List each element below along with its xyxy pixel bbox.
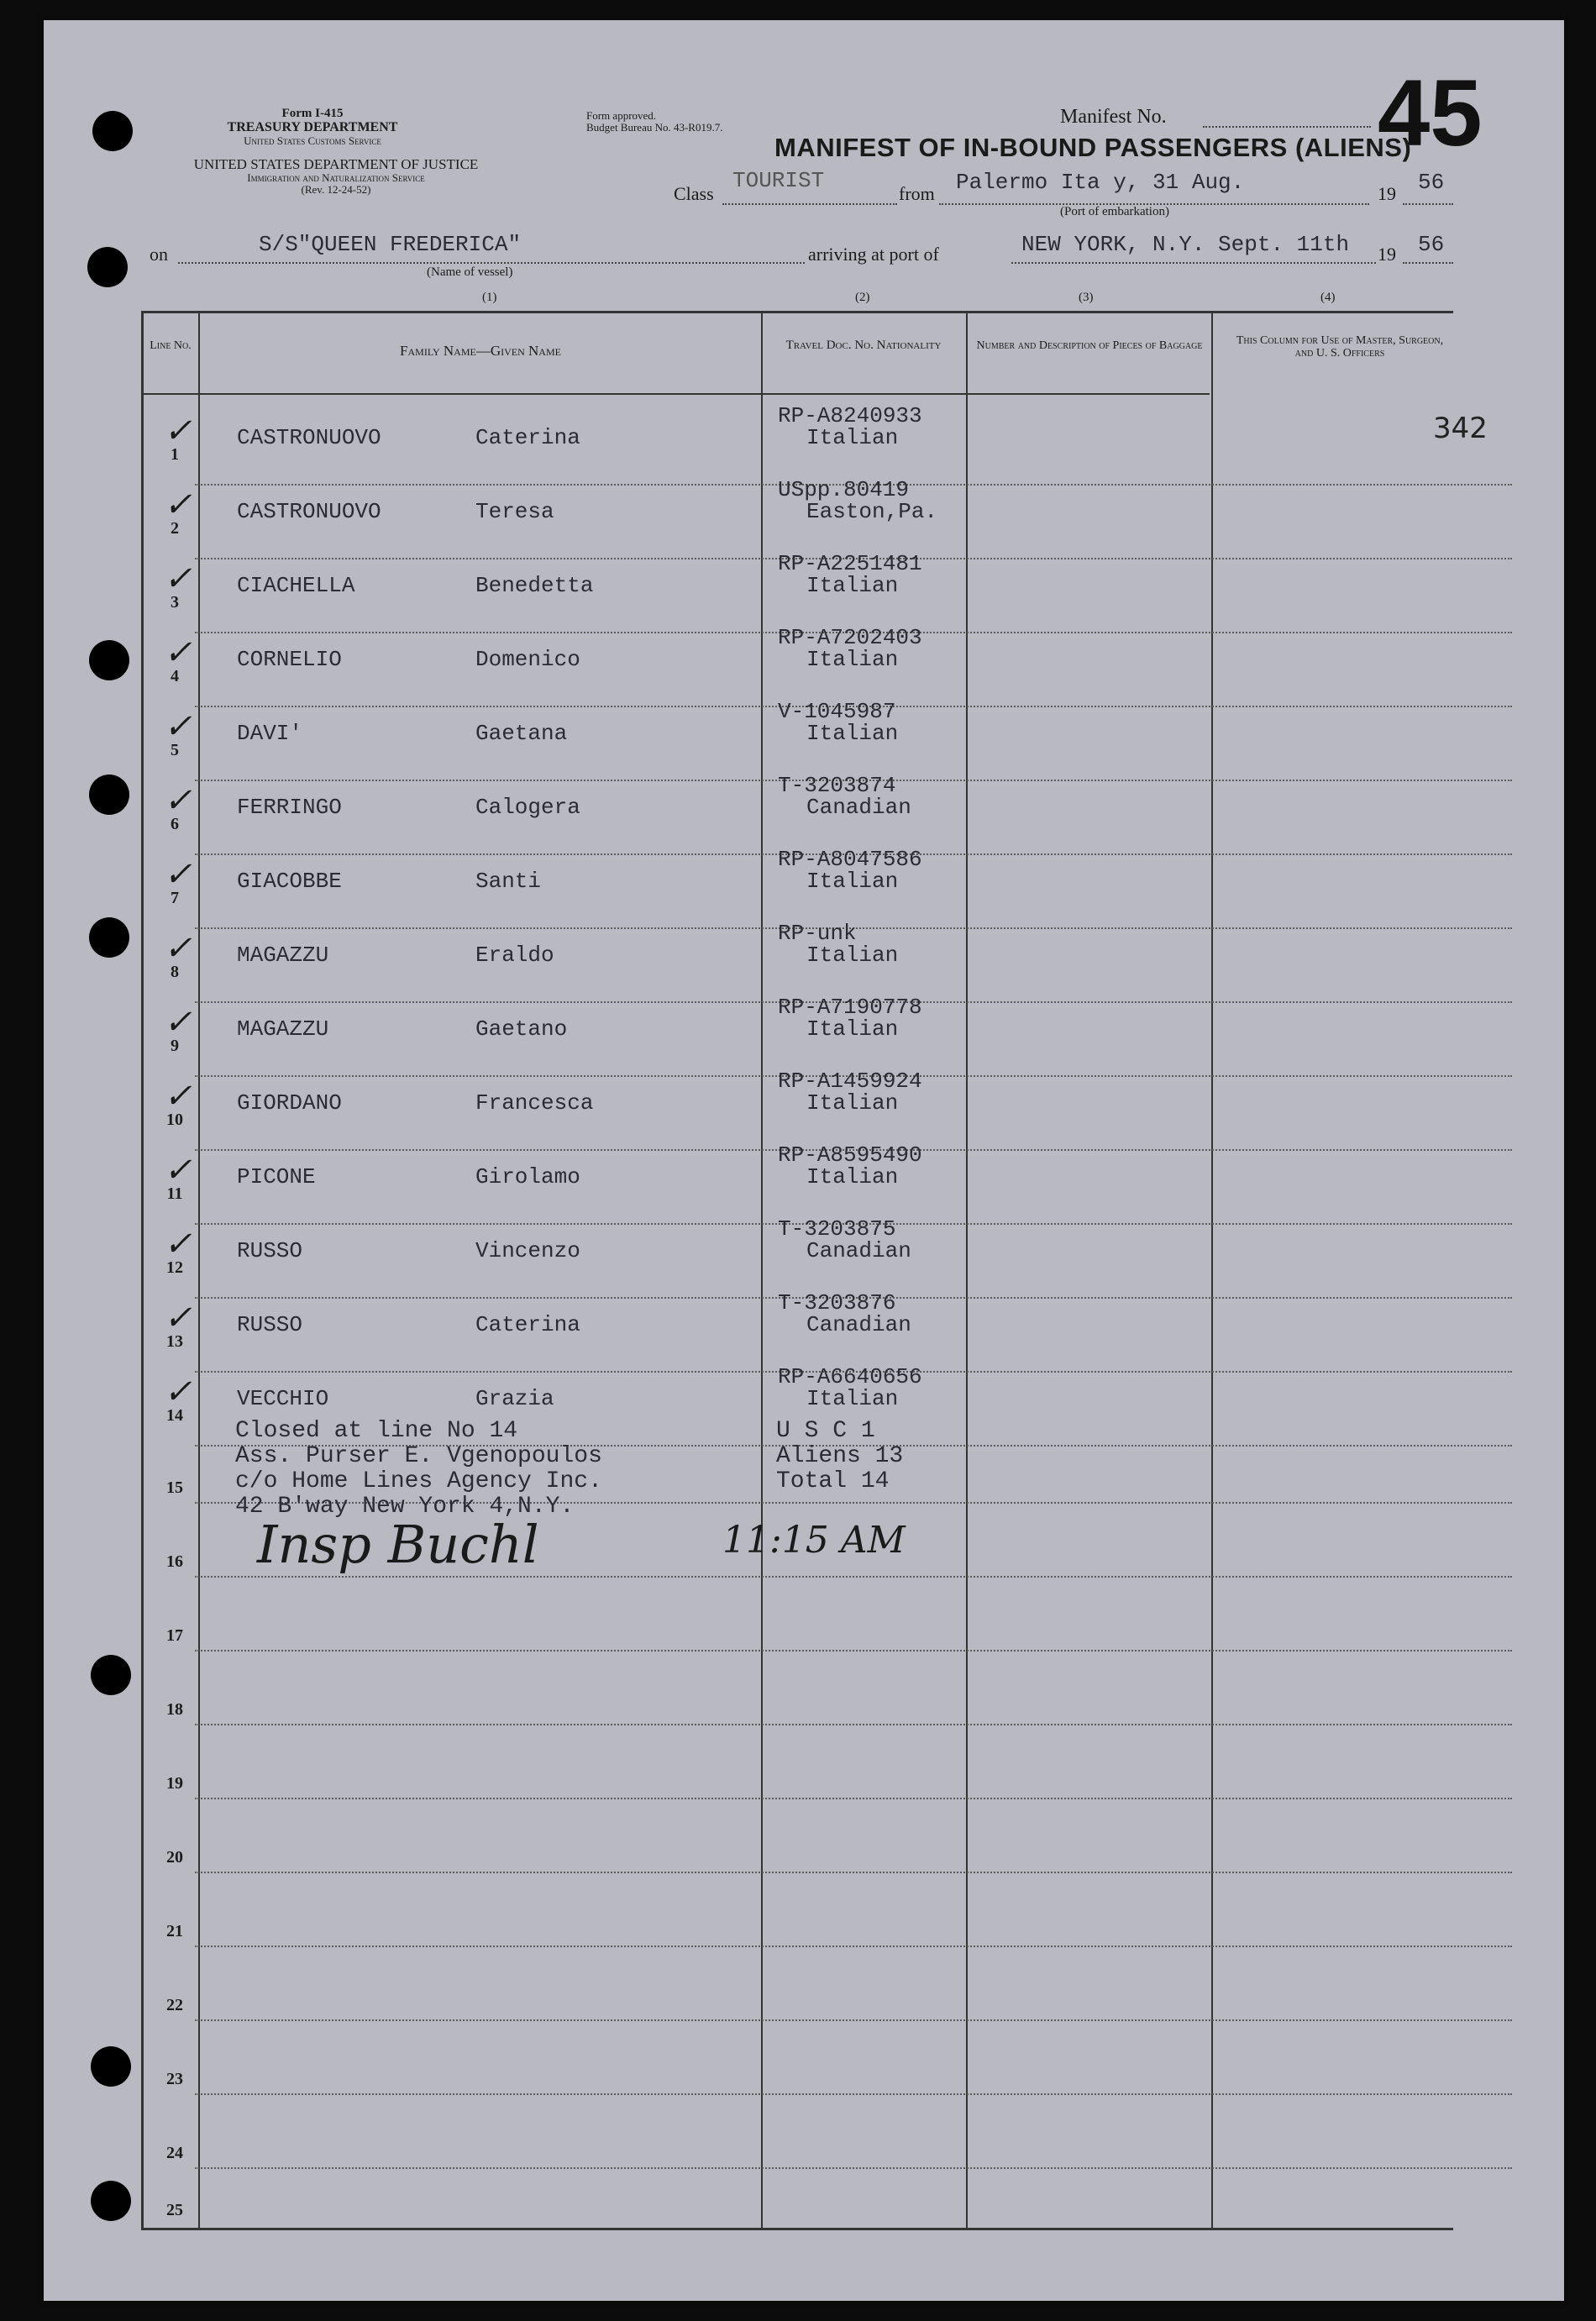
row-rule <box>195 2019 1512 2021</box>
aliens-count: Aliens 13 <box>776 1443 904 1469</box>
line-number: 4 <box>171 667 179 685</box>
name-column-border <box>761 311 763 2229</box>
arriving-year-prefix: 19 <box>1378 244 1396 265</box>
travel-doc-no: RP-A7202403 <box>778 625 922 650</box>
total-count: Total 14 <box>776 1468 890 1494</box>
row-rule <box>195 1576 1512 1578</box>
family-name: GIORDANO <box>237 1090 342 1116</box>
doc-column-border <box>966 311 968 2229</box>
line-number: 5 <box>171 741 179 759</box>
family-name: CORNELIO <box>237 647 342 672</box>
line-number: 18 <box>166 1700 183 1719</box>
usc-count: U S C 1 <box>776 1418 875 1444</box>
travel-doc-no: RP-A8240933 <box>778 403 922 428</box>
row-rule <box>195 1724 1512 1725</box>
manifest-title: MANIFEST OF IN-BOUND PASSENGERS (ALIENS) <box>774 133 1412 162</box>
binder-hole <box>89 640 129 680</box>
check-mark-icon: ✓ <box>164 1077 192 1116</box>
travel-doc-no: T-3203876 <box>778 1290 896 1315</box>
form-id: Form I-415 <box>281 107 344 120</box>
agency-name: c/o Home Lines Agency Inc. <box>235 1468 602 1494</box>
given-name: Gaetano <box>475 1016 568 1042</box>
family-name: VECCHIO <box>237 1386 329 1411</box>
line-no-header: Line No. <box>150 339 192 352</box>
customs-label: United States Customs Service <box>244 134 381 147</box>
check-mark-icon: ✓ <box>164 781 192 820</box>
line-number: 14 <box>166 1406 183 1425</box>
line-number: 2 <box>171 519 179 538</box>
nationality: Canadian <box>806 1238 911 1263</box>
row-rule <box>195 2167 1512 2169</box>
col-number-2: (2) <box>855 291 870 304</box>
row-rule <box>195 1872 1512 1873</box>
col-number-3: (3) <box>1079 291 1094 304</box>
class-value: TOURIST <box>732 168 825 193</box>
travel-doc-no: RP-A8047586 <box>778 847 922 872</box>
port-embarkation-caption: (Port of embarkation) <box>1060 205 1169 218</box>
nationality: Italian <box>806 1090 899 1116</box>
nationality: Italian <box>806 721 899 746</box>
arriving-year-value: 56 <box>1418 232 1445 257</box>
check-mark-icon: ✓ <box>164 929 192 968</box>
manifest-number: 45 <box>1378 60 1483 165</box>
baggage-column-header: Number and Description of Pieces of Baggage <box>976 339 1203 352</box>
travel-doc-no: RP-A6640656 <box>778 1364 922 1389</box>
doc-column-header: Travel Doc. No. Nationality <box>785 339 942 352</box>
check-mark-icon: ✓ <box>164 1003 192 1042</box>
line-number: 12 <box>166 1258 183 1277</box>
line-number: 19 <box>166 1774 183 1793</box>
row-rule <box>195 1798 1512 1799</box>
nationality: Italian <box>806 647 899 672</box>
ins-label: Immigration and Naturalization Service <box>247 171 425 184</box>
family-name: MAGAZZU <box>237 1016 329 1042</box>
line-number: 20 <box>166 1848 183 1867</box>
revision-label: (Rev. 12-24-52) <box>301 183 371 196</box>
given-name: Gaetana <box>475 721 568 746</box>
line-number: 23 <box>166 2070 183 2088</box>
line-number: 24 <box>166 2144 183 2162</box>
check-mark-icon: ✓ <box>164 1373 192 1411</box>
family-name: PICONE <box>237 1164 316 1189</box>
side-note: 342 <box>1433 412 1488 445</box>
given-name: Benedetta <box>475 573 594 598</box>
travel-doc-no: T-3203875 <box>778 1216 896 1242</box>
family-name: CASTRONUOVO <box>237 499 381 524</box>
agency-address: 42 B'way New York 4,N.Y. <box>235 1494 575 1520</box>
from-label: from <box>899 183 935 204</box>
travel-doc-no: RP-A8595490 <box>778 1142 922 1168</box>
family-name: RUSSO <box>237 1238 303 1263</box>
budget-bureau: Budget Bureau No. 43-R019.7. <box>586 121 723 134</box>
col-number-4: (4) <box>1320 291 1336 304</box>
justice-label: UNITED STATES DEPARTMENT OF JUSTICE <box>193 156 479 172</box>
nationality: Italian <box>806 1164 899 1189</box>
travel-doc-no: RP-unk <box>778 921 857 946</box>
form-approved: Form approved. <box>586 109 657 122</box>
given-name: Francesca <box>475 1090 594 1116</box>
manifest-no-label: Manifest No. <box>1060 106 1167 128</box>
given-name: Vincenzo <box>475 1238 580 1263</box>
year-value: 56 <box>1418 170 1445 195</box>
binder-hole <box>89 917 129 958</box>
nationality: Canadian <box>806 795 911 820</box>
vessel-name: S/S"QUEEN FREDERICA" <box>259 232 522 257</box>
family-name: CIACHELLA <box>237 573 355 598</box>
nationality: Italian <box>806 1386 899 1411</box>
purser-name: Ass. Purser E. Vgenopoulos <box>235 1443 602 1469</box>
baggage-column-border <box>1211 311 1213 2229</box>
arriving-label: arriving at port of <box>808 244 939 265</box>
travel-doc-no: RP-A2251481 <box>778 551 922 576</box>
check-mark-icon: ✓ <box>164 486 192 524</box>
given-name: Calogera <box>475 795 580 820</box>
binder-hole <box>92 111 133 151</box>
given-name: Caterina <box>475 425 580 450</box>
check-mark-icon: ✓ <box>164 633 192 672</box>
travel-doc-no: T-3203874 <box>778 773 896 798</box>
line-number: 22 <box>166 1996 183 2014</box>
line-number: 6 <box>171 815 179 833</box>
travel-doc-no: V-1045987 <box>778 699 896 724</box>
col-number-1: (1) <box>482 291 497 304</box>
given-name: Santi <box>475 869 542 894</box>
family-name: CASTRONUOVO <box>237 425 381 450</box>
closing-line: Closed at line No 14 <box>235 1418 518 1444</box>
class-label: Class <box>674 183 714 204</box>
given-name: Eraldo <box>475 943 554 968</box>
line-number: 7 <box>171 889 179 907</box>
travel-doc-no: USpp.80419 <box>778 477 910 502</box>
given-name: Teresa <box>475 499 554 524</box>
row-rule <box>195 1946 1512 1947</box>
given-name: Domenico <box>475 647 580 672</box>
travel-doc-no: RP-A1459924 <box>778 1069 922 1094</box>
travel-doc-no: RP-A7190778 <box>778 995 922 1020</box>
nationality: Easton,Pa. <box>806 499 938 524</box>
line-number: 10 <box>166 1111 183 1129</box>
line-number: 9 <box>171 1037 179 1055</box>
inspector-signature: Insp Buchl <box>257 1514 539 1575</box>
year-prefix: 19 <box>1378 183 1396 204</box>
line-number: 16 <box>166 1552 183 1571</box>
table-top-border <box>141 311 1453 313</box>
on-label: on <box>150 244 168 265</box>
family-name: FERRINGO <box>237 795 342 820</box>
binder-hole <box>91 2046 131 2087</box>
table-left-border <box>141 311 144 2229</box>
vessel-caption: (Name of vessel) <box>427 265 513 279</box>
line-number: 3 <box>171 593 179 612</box>
nationality: Canadian <box>806 1312 911 1337</box>
family-name: MAGAZZU <box>237 943 329 968</box>
binder-hole <box>91 1655 131 1695</box>
line-number: 21 <box>166 1922 183 1940</box>
check-mark-icon: ✓ <box>164 855 192 894</box>
name-column-header: Family Name—Given Name <box>400 343 561 359</box>
inspection-time: 11:15 AM <box>722 1519 906 1562</box>
given-name: Grazia <box>475 1386 554 1411</box>
check-mark-icon: ✓ <box>164 707 192 746</box>
row-rule <box>195 2093 1512 2095</box>
line-number: 15 <box>166 1478 183 1497</box>
check-mark-icon: ✓ <box>164 1225 192 1263</box>
check-mark-icon: ✓ <box>164 1151 192 1189</box>
given-name: Girolamo <box>475 1164 580 1189</box>
table-bottom-border <box>141 2228 1453 2230</box>
header-bottom-rule <box>141 393 1210 395</box>
family-name: DAVI' <box>237 721 303 746</box>
nationality: Italian <box>806 573 899 598</box>
nationality: Italian <box>806 1016 899 1042</box>
line-number: 25 <box>166 2201 183 2219</box>
line-column-border <box>198 311 200 2229</box>
binder-hole <box>89 775 129 815</box>
nationality: Italian <box>806 869 899 894</box>
line-number: 1 <box>171 445 179 464</box>
family-name: RUSSO <box>237 1312 303 1337</box>
binder-hole <box>91 2181 131 2221</box>
nationality: Italian <box>806 943 899 968</box>
line-number: 13 <box>166 1332 183 1351</box>
nationality: Italian <box>806 425 899 450</box>
binder-hole <box>87 247 128 287</box>
line-number: 17 <box>166 1626 183 1645</box>
given-name: Caterina <box>475 1312 580 1337</box>
arriving-port: NEW YORK, N.Y. Sept. 11th <box>1021 232 1350 257</box>
officers-column-header: This Column for Use of Master, Surgeon, and U. S. Officers <box>1236 334 1444 360</box>
treasury-label: TREASURY DEPARTMENT <box>227 120 398 134</box>
from-value: Palermo Ita y, 31 Aug. <box>956 170 1245 195</box>
line-number: 11 <box>166 1184 183 1203</box>
family-name: GIACOBBE <box>237 869 342 894</box>
check-mark-icon: ✓ <box>164 1299 192 1337</box>
check-mark-icon: ✓ <box>164 412 192 450</box>
check-mark-icon: ✓ <box>164 559 192 598</box>
line-number: 8 <box>171 963 179 981</box>
row-rule <box>195 1650 1512 1651</box>
